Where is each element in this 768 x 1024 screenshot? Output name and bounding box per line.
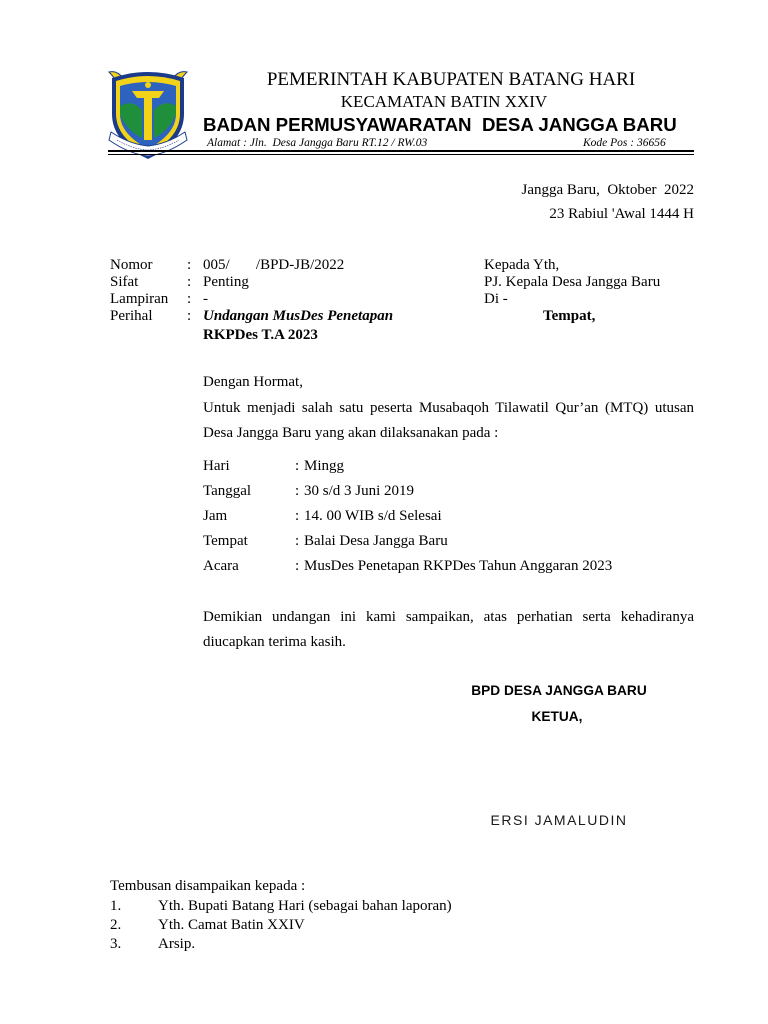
number-colon: : xyxy=(187,257,192,273)
letterhead-government: PEMERINTAH KABUPATEN BATANG HARI xyxy=(266,69,636,90)
detail-label-agenda: Acara xyxy=(203,558,239,574)
copies-item-text: Yth. Camat Batin XXIV xyxy=(158,917,305,933)
detail-colon-agenda: : xyxy=(295,558,300,574)
letterhead-district: KECAMATAN BATIN XXIV xyxy=(340,92,548,111)
regency-emblem-icon xyxy=(107,66,189,160)
detail-colon-date: : xyxy=(295,483,300,499)
letter-date-hijri: 23 Rabiul 'Awal 1444 H xyxy=(549,206,694,222)
detail-value-agenda: MusDes Penetapan RKPDes Tahun Anggaran 2023 xyxy=(304,558,613,574)
closing-line-1: Demikian undangan ini kami sampaikan, atas perhatian serta kehadiranya xyxy=(203,609,694,625)
letter-date: Jangga Baru, Oktober 2022 xyxy=(521,182,694,198)
letterhead-double-rule xyxy=(108,150,694,155)
attachment-label: Lampiran xyxy=(110,291,169,307)
emblem-star xyxy=(145,82,151,88)
detail-label-date: Tanggal xyxy=(203,483,252,499)
recipient-name: PJ. Kepala Desa Jangga Baru xyxy=(484,274,661,290)
letterhead-address: Alamat : Jln. Desa Jangga Baru RT.12 / RW.03 xyxy=(207,137,428,149)
detail-colon-venue: : xyxy=(295,533,300,549)
nature-value: Penting xyxy=(203,274,249,290)
detail-label-day: Hari xyxy=(203,458,230,474)
attachment-colon: : xyxy=(187,291,192,307)
copies-item-number: 3. xyxy=(110,936,122,952)
detail-value-date: 30 s/d 3 Juni 2019 xyxy=(304,483,415,499)
subject-line-1: Undangan MusDes Penetapan xyxy=(203,308,394,324)
detail-label-venue: Tempat xyxy=(203,533,248,549)
detail-value-venue: Balai Desa Jangga Baru xyxy=(304,533,448,549)
detail-label-time: Jam xyxy=(203,508,228,524)
closing-line-2: diucapkan terima kasih. xyxy=(203,634,346,650)
detail-colon-day: : xyxy=(295,458,300,474)
detail-colon-time: : xyxy=(295,508,300,524)
subject-label: Perihal xyxy=(110,308,153,324)
nature-label: Sifat xyxy=(110,274,139,290)
attachment-value: - xyxy=(203,291,208,307)
recipient-salutation: Kepada Yth, xyxy=(484,257,560,273)
number-label: Nomor xyxy=(110,257,153,273)
signature-position: KETUA, xyxy=(531,709,583,724)
signature-organization: BPD DESA JANGGA BARU xyxy=(471,683,647,698)
number-value: 005/ /BPD-JB/2022 xyxy=(203,257,345,273)
nature-colon: : xyxy=(187,274,192,290)
greeting: Dengan Hormat, xyxy=(203,374,303,390)
detail-value-time: 14. 00 WIB s/d Selesai xyxy=(304,508,442,524)
subject-colon: : xyxy=(187,308,192,324)
copies-item-text: Arsip. xyxy=(158,936,196,952)
copies-item-text: Yth. Bupati Batang Hari (sebagai bahan laporan) xyxy=(158,898,452,914)
copies-item-number: 2. xyxy=(110,917,122,933)
recipient-place: Tempat, xyxy=(543,308,596,324)
letterhead-agency: BADAN PERMUSYAWARATAN DESA JANGGA BARU xyxy=(203,114,677,135)
signature-name: ERSI JAMALUDIN xyxy=(490,812,628,828)
detail-value-day: Mingg xyxy=(304,458,345,474)
letterhead-postal-code: Kode Pos : 36656 xyxy=(583,137,666,149)
recipient-at: Di - xyxy=(484,291,508,307)
emblem-graphic xyxy=(107,66,189,160)
intro-line-2: Desa Jangga Baru yang akan dilaksanakan pada : xyxy=(203,425,499,441)
copies-item-number: 1. xyxy=(110,898,122,914)
intro-line-1: Untuk menjadi salah satu peserta Musabaqoh Tilawatil Qur’an (MTQ) utusan xyxy=(203,400,694,416)
copies-heading: Tembusan disampaikan kepada : xyxy=(110,878,306,894)
subject-line-2: RKPDes T.A 2023 xyxy=(203,327,318,343)
